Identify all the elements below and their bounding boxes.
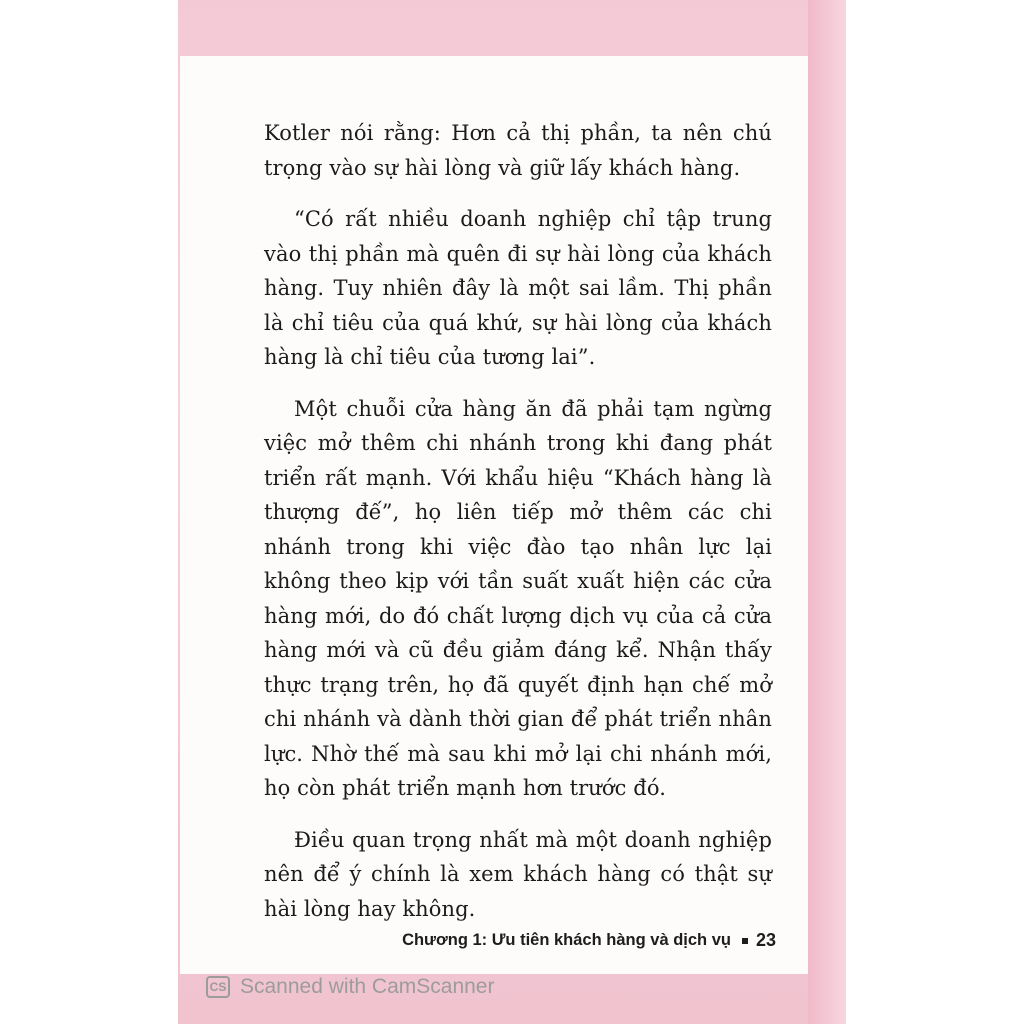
paragraph-4: Điều quan trọng nhất mà một doanh nghiệp nên để ý chính là xem khách hàng có thật sự hài lòng hay không.: [264, 827, 772, 921]
page-body: [264, 116, 772, 943]
paragraph-3: Một chuỗi cửa hàng ăn đã phải tạm ngừng việc mở thêm chi nhánh trong khi đang phát triển rất mạnh. Với khẩu hiệu “Khách hàng là thượng đế”, họ liên tiếp mở thêm các chi nhánh trong khi việc đào tạo nhân lực lại không theo kịp với tần suất xuất hiện các cửa hàng mới, do đó chất lượng dịch vụ của cả cửa hàng mới và cũ đều giảm đáng kể. Nhận thấy thực trạng trên, họ đã quyết định hạn chế mở chi nhánh và dành thời gian để phát triển nhân lực. Nhờ thế mà sau khi mở lại chi nhánh mới, họ còn phát triển mạnh hơn trước đó.: [264, 396, 772, 800]
paragraph-2-quote: “Có rất nhiều doanh nghiệp chỉ tập trung vào thị phần mà quên đi sự hài lòng của khách hàng. Tuy nhiên đây là một sai lầm. Thị phần là chỉ tiêu của quá khứ, sự hài lòng của khách hàng là chỉ tiêu của tương lai”.: [264, 207, 772, 369]
book-page: [180, 56, 808, 974]
square-bullet-icon: [742, 938, 748, 944]
page-number: 23: [755, 930, 776, 950]
watermark-text: Scanned with CamScanner: [240, 975, 495, 998]
chapter-title: Chương 1: Ưu tiên khách hàng và dịch vụ: [402, 931, 731, 949]
camscanner-watermark: [206, 975, 494, 999]
camscanner-logo-icon: CS: [206, 976, 230, 998]
background-book-edge: [808, 0, 846, 1024]
paragraph-1: Kotler nói rằng: Hơn cả thị phần, ta nên chú trọng vào sự hài lòng và giữ lấy khách hàng.: [264, 121, 772, 180]
page-footer: [402, 930, 776, 951]
